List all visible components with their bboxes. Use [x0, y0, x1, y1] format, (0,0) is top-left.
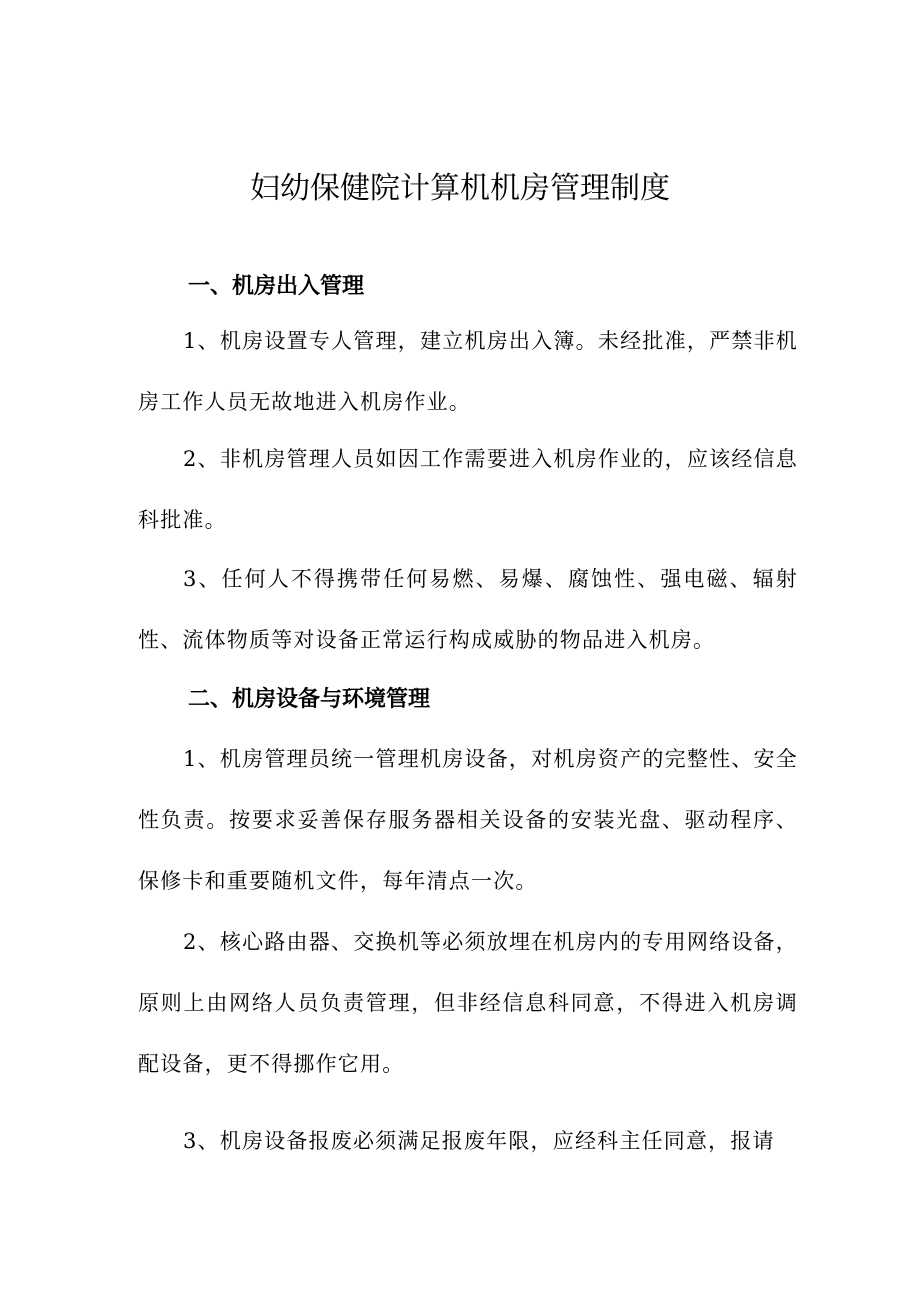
section-heading-equipment: 二、机房设备与环境管理: [188, 687, 431, 712]
section-heading-access: 一、机房出入管理: [188, 274, 365, 299]
paragraph-access-3: 3、任何人不得携带任何易燃、易爆、腐蚀性、强电磁、辐射性、流体物质等对设备正常运行构成威胁的物品进入机房。: [138, 567, 798, 652]
paragraph-equipment-3: 3、机房设备报废必须满足报废年限，应经科主任同意，报请: [183, 1129, 775, 1153]
paragraph-equipment-2: 2、核心路由器、交换机等必须放埋在机房内的专用网络设备，原则上由网络人员负责管理，但非经信息科同意，不得进入机房调配设备，更不得挪作它用。: [138, 930, 798, 1076]
document-title: 妇幼保健院计算机机房管理制度: [250, 171, 670, 206]
paragraph-access-1: 1、机房设置专人管理，建立机房出入簿。未经批准，严禁非机房工作人员无故地进入机房作业。: [138, 329, 798, 414]
paragraph-access-2: 2、非机房管理人员如因工作需要进入机房作业的，应该经信息科批准。: [138, 447, 798, 532]
paragraph-equipment-1: 1、机房管理员统一管理机房设备，对机房资产的完整性、安全性负责。按要求妥善保存服务器相关设备的安装光盘、驱动程序、保修卡和重要随机文件，每年清点一次。: [138, 747, 798, 893]
